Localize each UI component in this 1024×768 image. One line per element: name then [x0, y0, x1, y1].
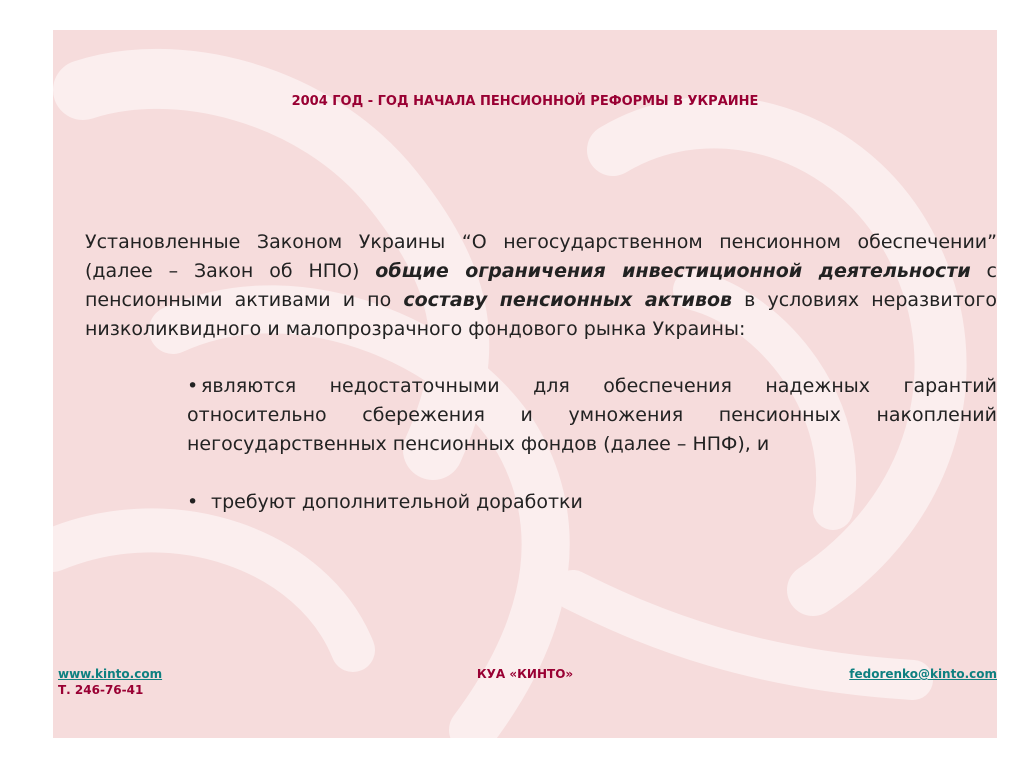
bullet-item [187, 372, 997, 459]
body-text-part-3: в условиях неразвитого низколиквидного и малопрозрачного фондового рынка Украины: [85, 289, 997, 340]
bullet-icon: • [187, 491, 199, 513]
body-text-part-2: с пенсионными активами и по [85, 260, 997, 311]
footer-contacts [58, 666, 162, 698]
bullet-list [187, 372, 997, 517]
slide [53, 30, 997, 738]
footer-phone: Т. 246-76-41 [58, 683, 144, 697]
bullet-icon: • [187, 375, 199, 397]
bullet-text: являются недостаточными для обеспечения надежных гарантий относительно сбережения и умножения пенсионных накоплений негосударственных пенсионных фондов (далее – НПФ), и [187, 375, 997, 455]
email-link[interactable]: fedorenko@kinto.com [849, 667, 997, 681]
bullet-item [187, 488, 997, 517]
body-emphasis-composition: составу пенсионных активов [403, 289, 733, 311]
body-text-part-1: Установленные Законом Украины “О негосударственном пенсионном обеспечении” (далее – Закон об НПО) [85, 231, 997, 282]
bullet-text: требуют дополнительной доработки [211, 491, 583, 513]
footer-company: КУА «КИНТО» [476, 667, 574, 681]
slide-title: 2004 ГОД - ГОД НАЧАЛА ПЕНСИОННОЙ РЕФОРМЫ В УКРАИНЕ [291, 94, 759, 109]
body-emphasis-restrictions: общие ограничения инвестиционной деятельности [375, 260, 971, 282]
website-link[interactable]: www.kinto.com [58, 667, 163, 681]
body-paragraph [85, 228, 997, 344]
